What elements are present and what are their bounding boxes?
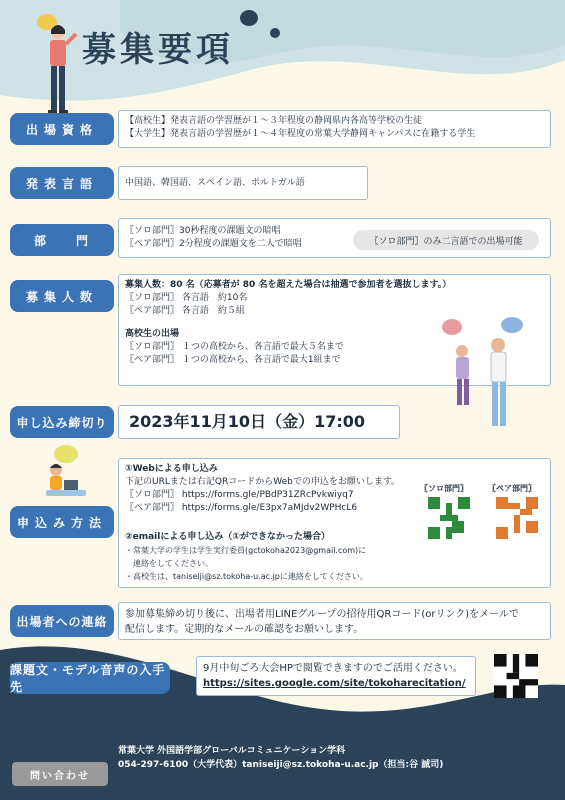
participant-contact-line2: 配信します。定期的なメールの確認をお願いします。: [125, 624, 364, 635]
deadline-box: [118, 405, 400, 439]
email-apply-title: ②emailによる申し込み（①ができなかった場合）: [125, 532, 330, 542]
qr-code-materials[interactable]: [494, 654, 538, 698]
eligibility-line-highschool: 【高校生】発表言語の学習歴が１～３年程度の静岡県内各高等学校の生徒: [125, 116, 423, 126]
qr-solo-label: 〖ソロ部門〗: [420, 484, 468, 493]
footer-phone-email: 054-297-6100（大学代表）taniseiji@sz.tokoha-u.ac.jp（担当:谷 誠司): [118, 760, 444, 770]
label-deadline: 申し込み締切り: [10, 406, 114, 438]
label-participant-contact: 出場者への連絡: [10, 605, 114, 637]
solo-form-link[interactable]: 〖ソロ部門〗 https://forms.gle/PBdP31ZRcPvkwiyq7: [125, 490, 354, 500]
division-pair: 〖ペア部門〗2分程度の課題文を二人で暗唱: [125, 239, 302, 249]
laptop-person-illustration: [36, 444, 96, 504]
highschool-solo: 〖ソロ部門〗 １つの高校から、各言語で最大５名まで: [125, 342, 344, 352]
label-languages: 発表言語: [10, 167, 114, 199]
languages-text: 中国語、韓国語、スペイン語、ポルトガル語: [125, 178, 305, 188]
qr-code-pair[interactable]: [496, 497, 538, 539]
footer-contact-info: [118, 744, 443, 772]
contact-label: 問い合わせ: [12, 762, 108, 786]
participant-contact-line1: 参加募集締め切り後に、出場者用LINEグループの招待用QRコード(orリンク)をメールで: [125, 609, 519, 620]
email-line-university: ・常葉大学の学生は学生実行委員(gctokoha2023@gmail.com)に: [125, 546, 367, 555]
highschool-heading: 高校生の出場: [125, 329, 180, 339]
deadline-date: 2023年11月10日（金）17:00: [129, 412, 365, 431]
qr-pair-label: 〖ペア部門〗: [488, 484, 536, 493]
navy-small-bubble-icon: [270, 28, 280, 38]
label-eligibility: 出場資格: [10, 113, 114, 145]
web-apply-desc: 下記のURLまたは右記QRコードからWebでの申込をお願いします。: [125, 477, 401, 487]
materials-url-link[interactable]: https://sites.google.com/site/tokoharecitation/: [203, 678, 466, 689]
materials-box: [196, 656, 476, 696]
label-materials: 課題文・モデル音声の入手先: [10, 662, 170, 694]
two-people-illustration: [440, 315, 530, 433]
materials-line1: 9月中旬ごろ大会HPで閲覧できますのでご活用ください。: [203, 663, 463, 674]
participant-contact-box: [118, 602, 551, 640]
footer-org: 常葉大学 外国語学部グローバルコミュニケーション学科: [118, 746, 346, 756]
label-apply: 申込み方法: [10, 506, 114, 538]
recruit-solo: 〖ソロ部門〗 各言語 約10名: [125, 293, 248, 303]
languages-box: [118, 166, 368, 200]
page-title: 募集要項: [82, 30, 234, 70]
recruit-total: 募集人数：80 名（応募者が 80 名を超えた場合は抽選で参加者を選抜します。）: [125, 280, 452, 290]
apply-box: [118, 458, 551, 588]
eligibility-line-university: 【大学生】発表言語の学習歴が１～４年程度の常葉大学静岡キャンパスに在籍する学生: [125, 129, 476, 139]
recruit-pair: 〖ペア部門〗 各言語 約５組: [125, 306, 245, 316]
email-line-highschool: ・高校生は、taniseiji@sz.tokoha-u.ac.jpに連絡をしてください。: [125, 572, 368, 581]
eligibility-box: [118, 110, 551, 148]
presenter-illustration: [38, 22, 78, 118]
web-apply-title: ①Webによる申し込み: [125, 464, 218, 474]
label-division: 部 門: [10, 224, 114, 256]
pair-form-link[interactable]: 〖ペア部門〗 https://forms.gle/E3px7aMJdv2WPHcL6: [125, 503, 358, 513]
division-solo: 〖ソロ部門〗30秒程度の課題文の暗唱: [125, 226, 281, 236]
label-recruit: 募集人数: [10, 280, 114, 312]
email-line-university-cont: 連絡をしてください。: [125, 559, 213, 568]
division-note-badge: 〖ソロ部門〗のみ二言語での出場可能: [353, 230, 539, 250]
navy-bubble-icon: [240, 10, 258, 26]
qr-code-solo[interactable]: [428, 497, 470, 539]
highschool-pair: 〖ペア部門〗 １つの高校から、各言語で最大1組まで: [125, 355, 341, 365]
